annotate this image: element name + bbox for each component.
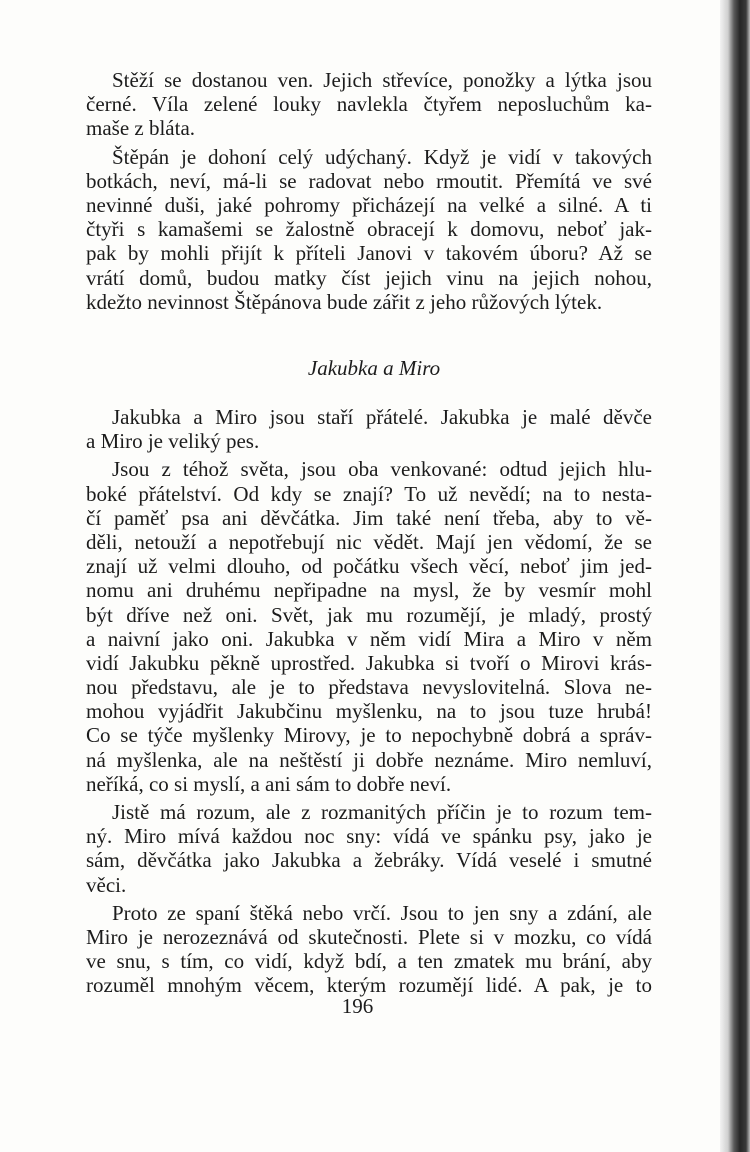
paragraph [86,145,652,314]
text-line: nomu ani druhému nepřipadne na mysl, že by vesmír mohl [86,578,652,603]
text-line: Co se týče myšlenky Mirovy, je to nepochybně dobrá a správ- [86,723,652,748]
text-line: nevinné duši, jaké pohromy přicházejí na velké a silné. A ti [86,192,652,217]
text-line: Štěpán je dohoní celý udýchaný. Když je vidí v takových [112,144,652,169]
text-line: nou představu, ale je to představa nevyslovitelná. Slova ne- [86,675,652,700]
paragraph [86,68,652,141]
text-line: Proto ze spaní štěká nebo vrčí. Jsou to jen sny a zdání, ale [112,900,652,925]
text-line: mohou vyjádřit Jakubčinu myšlenku, na to jsou tuze hrubá! [86,699,652,724]
text-line: znají už velmi dlouho, od počátku všech věcí, neboť jim jed- [86,554,652,579]
paragraph [86,405,652,453]
text-line: botkách, neví, má-li se radovat nebo rmoutit. Přemítá ve své [86,168,652,193]
text-line: neříká, co si myslí, a ani sám to dobře neví. [86,771,452,796]
text-line: Jistě má rozum, ale z rozmanitých příčin je to rozum tem- [112,800,652,824]
text-line: pak by mohli přijít k příteli Janovi v takovém úboru? Až se [86,241,652,266]
text-line: maše z bláta. [86,116,196,141]
text-line: čí paměť psa ani děvčátka. Jim také není třeba, aby to vě- [86,505,652,530]
text-line: čtyři s kamašemi se žalostně obracejí k domovu, neboť jak- [86,217,652,242]
scan-page-edge [720,0,750,1152]
text-line: a Miro je veliký pes. [86,429,260,454]
text-line: Stěží se dostanou ven. Jejich střevíce, ponožky a lýtka jsou [112,68,652,92]
chapter-heading: Jakubka a Miro [307,356,441,380]
page-number: 196 [341,994,374,1018]
text-line: a naivní jako oni. Jakubka v něm vidí Mira a Miro v něm [86,626,652,651]
section-1-text [86,68,652,314]
text-line: sám, děvčátka jako Jakubka a žebráky. Vídá veselé i smutné [86,848,652,873]
text-line: černé. Víla zelené louky navlekla čtyřem neposluchům ka- [86,92,652,117]
section-2-text [86,405,652,998]
text-line: ný. Miro mívá každou noc sny: vídá ve spánku psy, jako je [86,824,652,849]
text-line: kdežto nevinnost Štěpánova bude zářit z jeho růžových lýtek. [86,289,603,314]
text-line: boké přátelství. Od kdy se znají? To už nevědí; na to nesta- [86,481,652,506]
paragraph [86,800,652,897]
text-line: věci. [86,872,127,897]
text-line: ná myšlenka, ale na neštěstí ji dobře neznáme. Miro nemluví, [86,747,652,772]
text-line: děli, netouží a nepotřebují nic vědět. Mají jen vědomí, že se [86,529,652,554]
text-line: Jakubka a Miro jsou staří přátelé. Jakubka je malé děvče [112,405,652,429]
paragraph [86,901,652,998]
text-line: být dříve než oni. Svět, jak mu rozumějí, je mladý, prostý [86,602,652,627]
text-line: rozuměl mnohým věcem, kterým rozumějí lidé. A pak, je to [86,973,652,998]
text-line: vidí Jakubku pěkně uprostřed. Jakubka si tvoří o Mirovi krás- [86,650,652,675]
text-line: ve snu, s tím, co vidí, když bdí, a ten zmatek mu brání, aby [86,949,652,974]
paragraph [86,457,652,796]
text-line: Miro je nerozeznává od skutečnosti. Plete si v mozku, co vídá [86,924,652,949]
text-line: Jsou z téhož světa, jsou oba venkované: odtud jejich hlu- [112,457,652,482]
text-line: vrátí domů, budou matky číst jejich vinu na jejich nohou, [86,265,652,290]
